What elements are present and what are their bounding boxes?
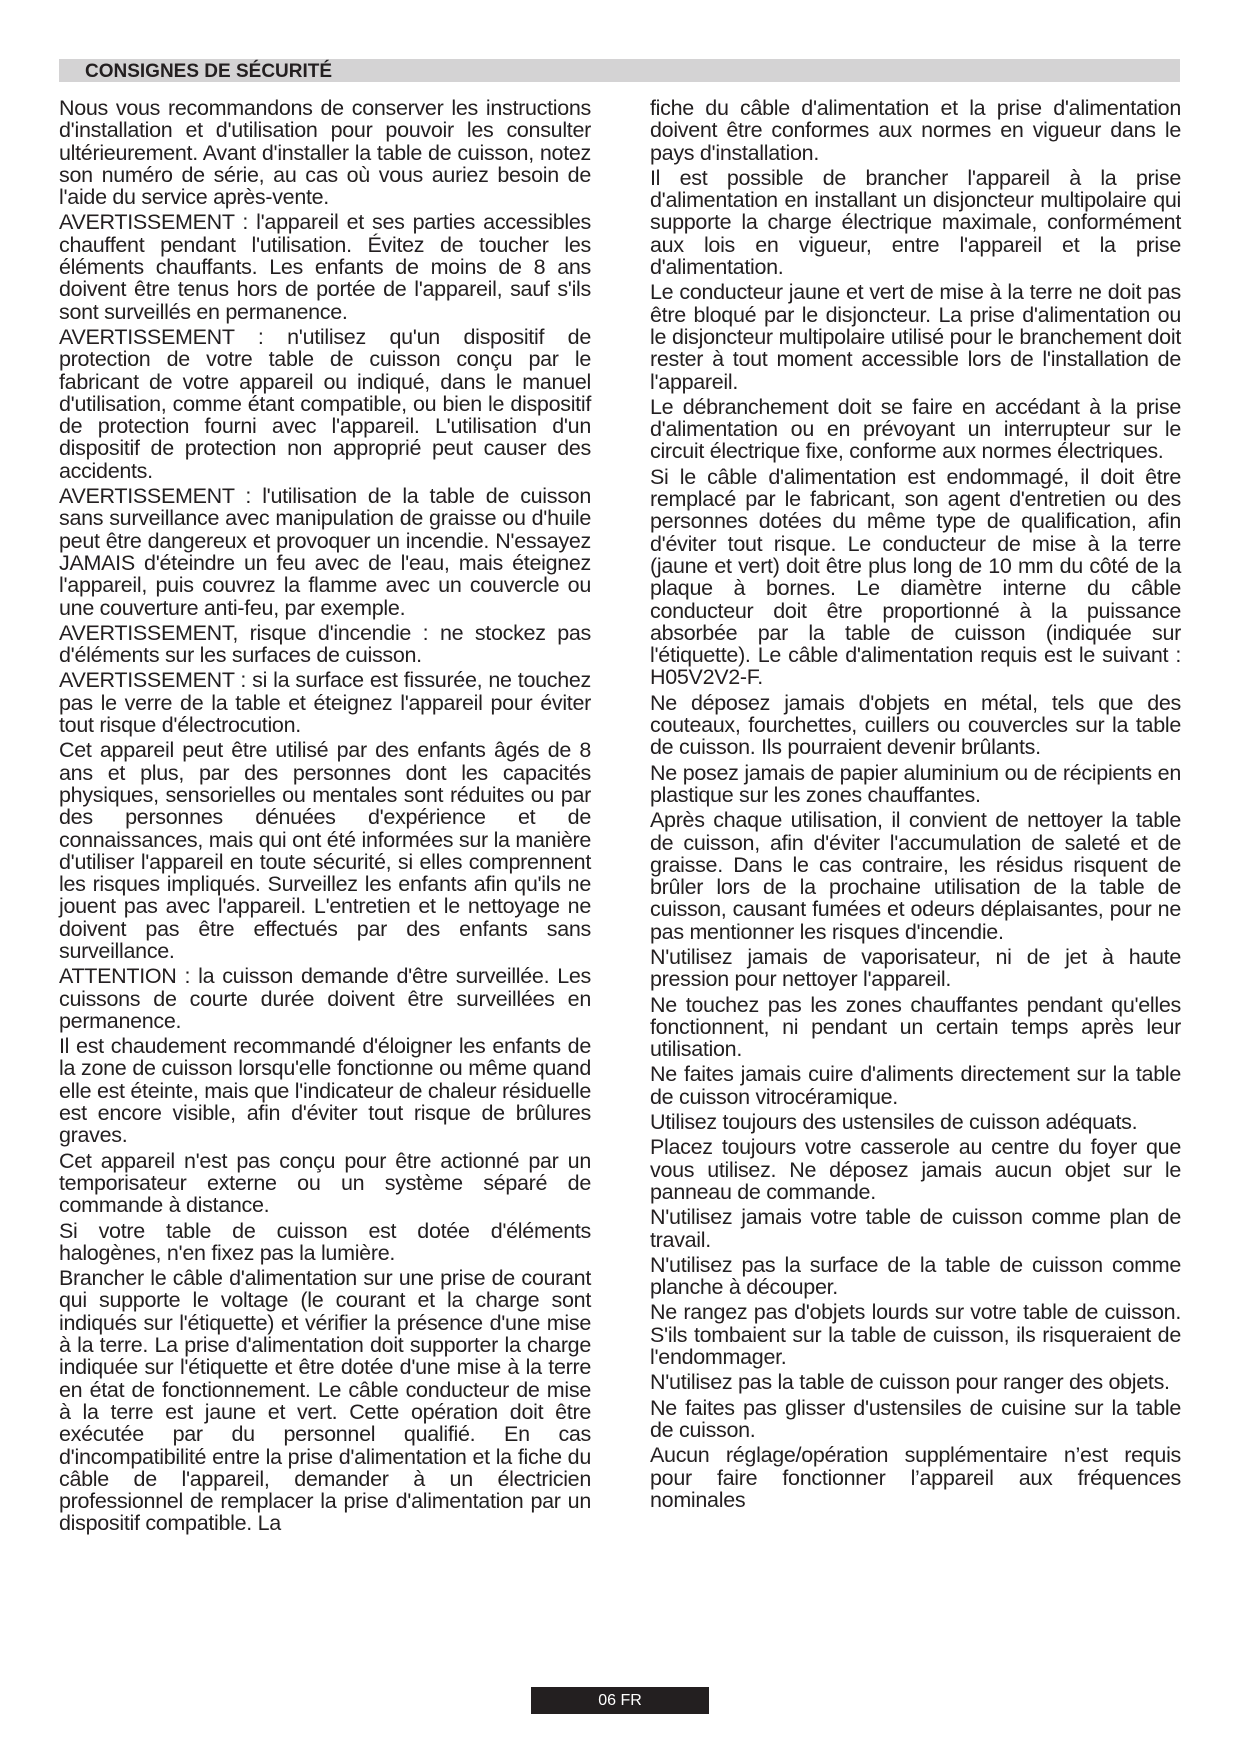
paragraph: Ne touchez pas les zones chauffantes pendant qu'elles fonctionnent, ni pendant un certain temps après leur utilisation. [650,992,1181,1062]
paragraph: N'utilisez jamais de vaporisateur, ni de jet à haute pression pour nettoyer l'appareil. [650,944,1181,992]
paragraph: Brancher le câble d'alimentation sur une prise de courant qui supporte le voltage (le courant et la charge sont indiqués sur l'étiquette) et vérifier la présence d'une mise à la terre. La prise d'alimentation doit supporter la charge indiquée sur l'étiquette et être dotée d'une mise à la terre en état de fonctionnement. Le câble conducteur de mise à la terre est jaune et vert. Cette opération doit être exécutée par du personnel qualifié. En cas d'incompatibilité entre la prise d'alimentation et la fiche du câble de l'appareil, demander à un électricien professionnel de remplacer la prise d'alimentation par un dispositif compatible. La [59,1266,591,1536]
paragraph: ATTENTION : la cuisson demande d'être surveillée. Les cuissons de courte durée doivent être surveillées en permanence. [59,964,591,1033]
paragraph: Il est chaudement recommandé d'éloigner les enfants de la zone de cuisson lorsqu'elle fonctionne ou même quand elle est éteinte, mais que l'indicateur de chaleur résiduelle est encore visible, afin d'éviter tout risque de brûlures graves. [59,1034,591,1148]
paragraph: N'utilisez jamais votre table de cuisson comme plan de travail. [650,1205,1181,1252]
paragraph: AVERTISSEMENT : n'utilisez qu'un dispositif de protection de votre table de cuisson conçu par le fabricant de votre appareil ou indiqué, dans le manuel d'utilisation, comme étant compatible, ou bien le dispositif de protection fourni avec l'appareil. L'utilisation d'un dispositif de protection non approprié peut causer des accidents. [59,324,591,483]
paragraph: Placez toujours votre casserole au centre du foyer que vous utilisez. Ne déposez jamais aucun objet sur le panneau de commande. [650,1135,1181,1204]
paragraph: Ne faites pas glisser d'ustensiles de cuisine sur la table de cuisson. [650,1395,1181,1442]
paragraph: Ne rangez pas d'objets lourds sur votre table de cuisson. S'ils tombaient sur la table de cuisson, ils risqueraient de l'endommager. [650,1300,1181,1370]
section-title: CONSIGNES DE SÉCURITÉ [85,61,333,82]
paragraph: Il est possible de brancher l'appareil à la prise d'alimentation en installant un disjoncteur multipolaire qui supporte la charge électrique maximale, conformément aux lois en vigueur, entre l'appareil et la prise d'alimentation. [650,165,1181,280]
paragraph: Si le câble d'alimentation est endommagé, il doit être remplacé par le fabricant, son agent d'entretien ou des personnes dotées du même type de qualification, afin d'éviter tout risque. Le conducteur de mise à la terre (jaune et vert) doit être plus long de 10 mm du côté de la plaque à bornes. Le diamètre interne du câble conducteur doit être proportionné à la puissance absorbée par la table de cuisson (indiquée sur l'étiquette). Le câble d'alimentation requis est le suivant : H05V2V2-F. [650,464,1181,690]
paragraph: Cet appareil peut être utilisé par des enfants âgés de 8 ans et plus, par des personnes dont les capacités physiques, sensorielles ou mentales sont réduites ou par des personnes dénuées d'expérience et de connaissances, mais qui ont été informées sur la manière d'utiliser l'appareil en toute sécurité, si elles comprennent les risques impliqués. Surveillez les enfants afin qu'ils ne jouent pas avec l'appareil. L'entretien et le nettoyage ne doivent pas être effectués par des enfants sans surveillance. [59,738,591,963]
paragraph: fiche du câble d'alimentation et la prise d'alimentation doivent être conformes aux normes en vigueur dans le pays d'installation. [650,96,1181,165]
paragraph: AVERTISSEMENT : si la surface est fissurée, ne touchez pas le verre de la table et éteignez l'appareil pour éviter tout risque d'électrocution. [59,668,591,738]
paragraph: N'utilisez pas la table de cuisson pour ranger des objets. [650,1370,1170,1395]
paragraph: Le débranchement doit se faire en accédant à la prise d'alimentation ou en prévoyant un interrupteur sur le circuit électrique fixe, conforme aux normes électriques. [650,394,1181,464]
paragraph: Après chaque utilisation, il convient de nettoyer la table de cuisson, afin d'éviter l'accumulation de saleté et de graisse. Dans le cas contraire, les résidus risquent de brûler lors de la prochaine utilisation de la table de cuisson, causant fumées et odeurs déplaisantes, pour ne pas mentionner les risques d'incendie. [650,808,1181,944]
paragraph: AVERTISSEMENT : l'appareil et ses parties accessibles chauffent pendant l'utilisation. Évitez de toucher les éléments chauffants. Les enfants de moins de 8 ans doivent être tenus hors de portée de l'appareil, sauf s'ils sont surveillés en permanence. [59,210,591,324]
left-column [59,97,591,1538]
paragraph: Ne faites jamais cuire d'aliments directement sur la table de cuisson vitrocéramique. [650,1062,1181,1109]
page-number-box [531,1687,709,1714]
paragraph: AVERTISSEMENT, risque d'incendie : ne stockez pas d'éléments sur les surfaces de cuisson. [59,620,591,668]
section-header-bar [59,59,1180,82]
paragraph: N'utilisez pas la surface de la table de cuisson comme planche à découper. [650,1252,1181,1300]
paragraph: Ne posez jamais de papier aluminium ou de récipients en plastique sur les zones chauffantes. [650,760,1181,807]
paragraph: Si votre table de cuisson est dotée d'éléments halogènes, n'en fixez pas la lumière. [59,1218,591,1265]
paragraph: Cet appareil n'est pas conçu pour être actionné par un temporisateur externe ou un système séparé de commande à distance. [59,1148,591,1218]
paragraph: Utilisez toujours des ustensiles de cuisson adéquats. [650,1110,1138,1135]
paragraph: Ne déposez jamais d'objets en métal, tels que des couteaux, fourchettes, cuillers ou couvercles sur la table de cuisson. Ils pourraient devenir brûlants. [650,690,1181,760]
paragraph: Aucun réglage/opération supplémentaire n’est requis pour faire fonctionner l’appareil aux fréquences nominales [650,1443,1181,1512]
paragraph: Nous vous recommandons de conserver les instructions d'installation et d'utilisation pour pouvoir les consulter ultérieurement. Avant d'installer la table de cuisson, notez son numéro de série, au cas où vous auriez besoin de l'aide du service après-vente. [59,96,591,210]
page-number: 06 FR [598,1692,642,1709]
paragraph: AVERTISSEMENT : l'utilisation de la table de cuisson sans surveillance avec manipulation de graisse ou d'huile peut être dangereux et provoquer un incendie. N'essayez JAMAIS d'éteindre un feu avec de l'eau, mais éteignez l'appareil, puis couvrez la flamme avec un couvercle ou une couverture anti-feu, par exemple. [59,484,591,620]
right-column [650,97,1181,1514]
paragraph: Le conducteur jaune et vert de mise à la terre ne doit pas être bloqué par le disjoncteur. La prise d'alimentation ou le disjoncteur multipolaire utilisé pour le branchement doit rester à tout moment accessible lors de l'installation de l'appareil. [650,280,1181,394]
